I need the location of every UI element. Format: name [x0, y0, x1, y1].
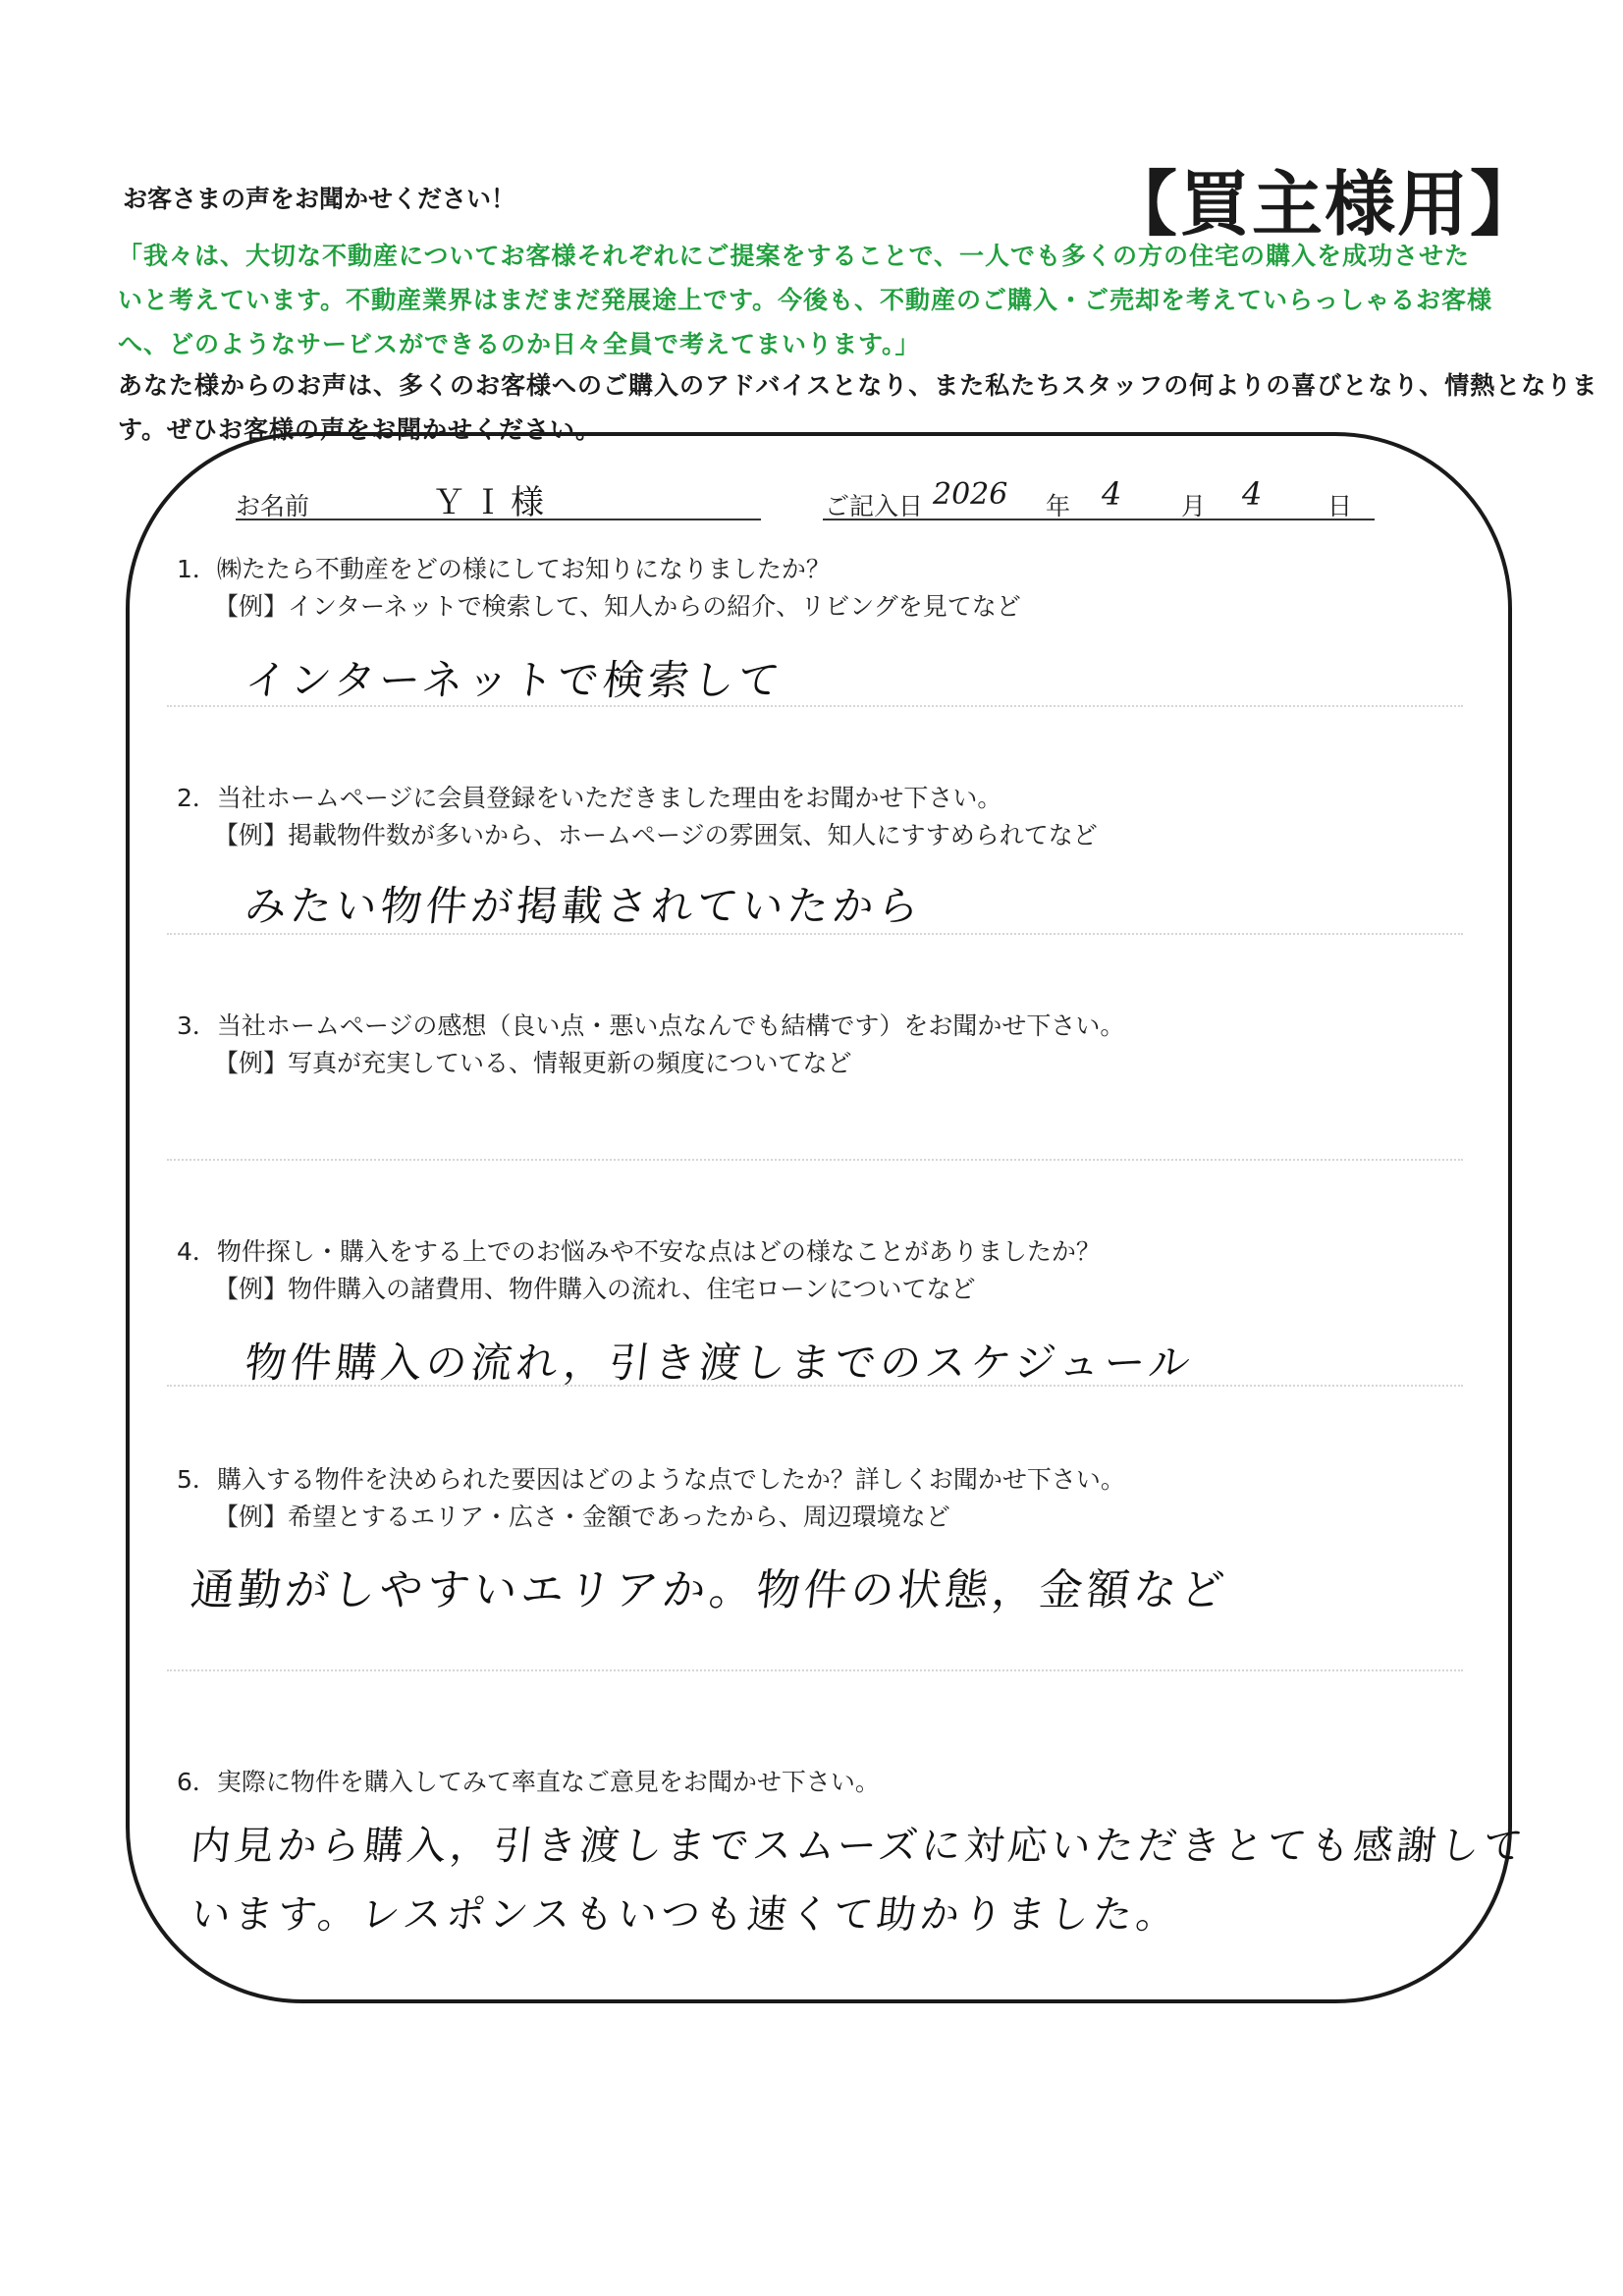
answer-6-line: 内見から購入，引き渡しまでスムーズに対応いただきとても感謝して: [189, 1824, 1530, 1869]
mission-line: いと考えています。不動産業界はまだまだ発展途上です。今後も、不動産のご購入・ご売却を考えていらっしゃるお客様: [118, 286, 1493, 314]
question-6: 6．実際に物件を購入してみて率直なご意見をお聞かせ下さい。: [177, 1768, 880, 1796]
date-day: 4: [1242, 475, 1263, 513]
example-4: 【例】物件購入の諸費用、物件購入の流れ、住宅ローンについてなど: [214, 1275, 976, 1303]
greeting-heading: お客さまの声をお聞かせください！: [123, 185, 516, 213]
example-1: 【例】インターネットで検索して、知人からの紹介、リビングを見てなど: [214, 592, 1021, 621]
answer-4: 物件購入の流れ，引き渡しまでのスケジュール: [243, 1339, 1197, 1387]
dotted-rule: [167, 1159, 1463, 1161]
date-label: ご記入日: [825, 492, 924, 520]
year-unit: 年: [1046, 492, 1071, 520]
dotted-rule: [167, 933, 1463, 935]
date-year: 2026: [933, 477, 1008, 512]
answer-1: インターネットで検索して: [243, 656, 786, 704]
month-unit: 月: [1181, 492, 1207, 520]
question-4: 4．物件探し・購入をする上でのお悩みや不安な点はどの様なことがありましたか？: [177, 1237, 1101, 1266]
dotted-rule: [167, 705, 1463, 707]
answer-2: みたい物件が掲載されていたから: [243, 882, 926, 930]
name-value: ＹＩ様: [432, 483, 550, 522]
example-3: 【例】写真が充実している、情報更新の頻度についてなど: [214, 1049, 852, 1077]
buyer-badge: 【買主様用】: [1107, 163, 1543, 246]
question-2: 2．当社ホームページに会員登録をいただきました理由をお聞かせ下さい。: [177, 784, 1002, 812]
question-5: 5．購入する物件を決められた要因はどのような点でしたか？詳しくお聞かせ下さい。: [177, 1465, 1125, 1494]
example-5: 【例】希望とするエリア・広さ・金額であったから、周辺環境など: [214, 1503, 950, 1531]
intro-line: す。ぜひお客様の声をお聞かせください。: [118, 415, 602, 444]
example-2: 【例】掲載物件数が多いから、ホームページの雰囲気、知人にすすめられてなど: [214, 821, 1098, 849]
dotted-rule: [167, 1669, 1463, 1671]
answer-6-line: います。レスポンスもいつも速くて助かりました。: [189, 1892, 1182, 1938]
mission-line: 「我々は、大切な不動産についてお客様それぞれにご提案をすることで、一人でも多くの方の住宅の購入を成功させた: [118, 242, 1471, 270]
question-3: 3．当社ホームページの感想（良い点・悪い点なんでも結構です）をお聞かせ下さい。: [177, 1011, 1125, 1040]
day-unit: 日: [1327, 492, 1353, 520]
answer-5: 通勤がしやすいエリアか。物件の状態，金額など: [188, 1565, 1231, 1615]
mission-line: へ、どのようなサービスができるのか日々全員で考えてまいります。」: [118, 330, 921, 358]
intro-line: あなた様からのお声は、多くのお客様へのご購入のアドバイスとなり、また私たちスタッフの何よりの喜びとなり、情熱となりま: [118, 371, 1598, 400]
date-month: 4: [1102, 475, 1122, 513]
question-1: 1．㈱たたら不動産をどの様にしてお知りになりましたか？: [177, 555, 831, 583]
dotted-rule: [167, 1385, 1463, 1387]
name-label: お名前: [236, 492, 310, 520]
mission-statement: [118, 234, 1502, 366]
